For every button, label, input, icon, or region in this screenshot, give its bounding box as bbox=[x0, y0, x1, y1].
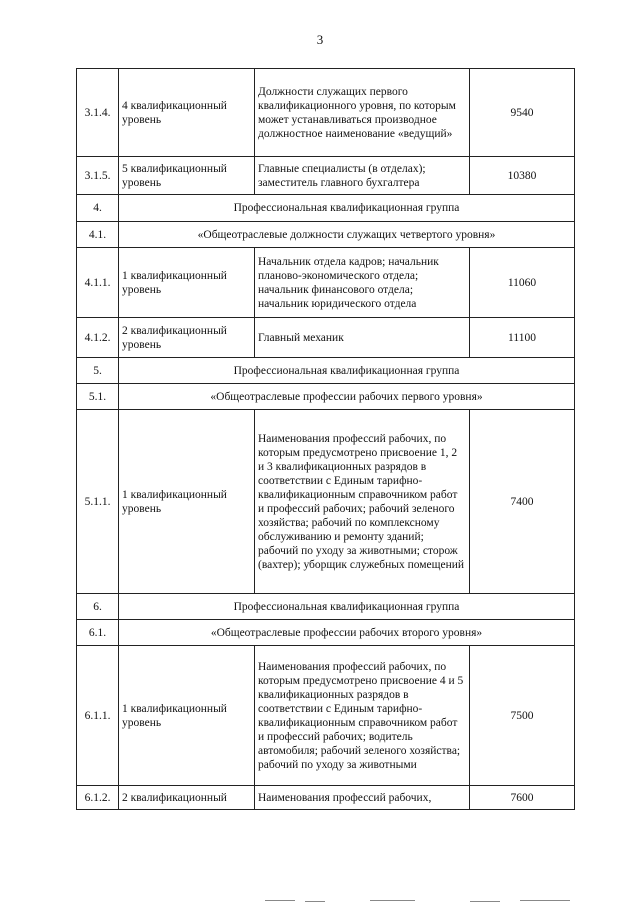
salary-value: 7500 bbox=[470, 646, 575, 786]
salary-value: 7600 bbox=[470, 786, 575, 810]
table-row bbox=[77, 646, 575, 786]
position-description: Наименования профессий рабочих, bbox=[255, 786, 470, 810]
table-row bbox=[77, 69, 575, 157]
group-row bbox=[77, 384, 575, 410]
row-number: 5.1.1. bbox=[77, 410, 119, 594]
group-title: «Общеотраслевые профессии рабочих второго уровня» bbox=[119, 620, 575, 646]
group-number: 6.1. bbox=[77, 620, 119, 646]
page-number: 3 bbox=[316, 32, 324, 47]
qualification-table bbox=[76, 68, 575, 810]
group-number: 5.1. bbox=[77, 384, 119, 410]
table-row bbox=[77, 157, 575, 195]
position-description: Наименования профессий рабочих, по которым предусмотрено присвоение 4 и 5 квалификационных разрядов в соответствии с Единым тарифно-квалификационным справочником работ и профессий рабочих; водитель автомобиля; рабочий зеленого хозяйства; рабочий по уходу за животными bbox=[255, 646, 470, 786]
group-title: «Общеотраслевые должности служащих четвертого уровня» bbox=[119, 222, 575, 248]
table-row bbox=[77, 248, 575, 318]
group-title: Профессиональная квалификационная группа bbox=[119, 594, 575, 620]
scan-artifact-line bbox=[370, 900, 415, 901]
group-number: 5. bbox=[77, 358, 119, 384]
qualification-level: 5 квалификационный уровень bbox=[119, 157, 255, 195]
scan-artifact-line bbox=[305, 901, 325, 902]
salary-value: 11100 bbox=[470, 318, 575, 358]
row-number: 6.1.1. bbox=[77, 646, 119, 786]
position-description: Главные специалисты (в отделах); заместитель главного бухгалтера bbox=[255, 157, 470, 195]
qualification-level: 1 квалификационный уровень bbox=[119, 646, 255, 786]
qualification-level: 1 квалификационный уровень bbox=[119, 410, 255, 594]
salary-value: 9540 bbox=[470, 69, 575, 157]
group-row bbox=[77, 358, 575, 384]
group-row bbox=[77, 222, 575, 248]
position-description: Главный механик bbox=[255, 318, 470, 358]
group-number: 6. bbox=[77, 594, 119, 620]
group-row bbox=[77, 195, 575, 222]
group-title: Профессиональная квалификационная группа bbox=[119, 358, 575, 384]
group-number: 4.1. bbox=[77, 222, 119, 248]
salary-value: 10380 bbox=[470, 157, 575, 195]
table-row bbox=[77, 318, 575, 358]
table-row bbox=[77, 410, 575, 594]
group-row bbox=[77, 594, 575, 620]
position-description: Должности служащих первого квалификационного уровня, по которым может устанавливаться производное должностное наименование «ведущий» bbox=[255, 69, 470, 157]
group-title: Профессиональная квалификационная группа bbox=[119, 195, 575, 222]
qualification-level: 2 квалификационный уровень bbox=[119, 318, 255, 358]
scan-artifact-line bbox=[265, 900, 295, 901]
qualification-level: 1 квалификационный уровень bbox=[119, 248, 255, 318]
salary-value: 11060 bbox=[470, 248, 575, 318]
table-row bbox=[77, 786, 575, 810]
group-title: «Общеотраслевые профессии рабочих первого уровня» bbox=[119, 384, 575, 410]
scan-artifact bbox=[0, 888, 640, 905]
row-number: 3.1.4. bbox=[77, 69, 119, 157]
salary-value: 7400 bbox=[470, 410, 575, 594]
qualification-level: 2 квалификационный bbox=[119, 786, 255, 810]
qualification-level: 4 квалификационный уровень bbox=[119, 69, 255, 157]
row-number: 4.1.2. bbox=[77, 318, 119, 358]
group-row bbox=[77, 620, 575, 646]
position-description: Наименования профессий рабочих, по которым предусмотрено присвоение 1, 2 и 3 квалификационных разрядов в соответствии с Единым тарифно-квалификационным справочником работ и профессий рабочих; рабочий зеленого хозяйства; рабочий по комплексному обслуживанию и ремонту зданий; рабочий по уходу за животными; сторож (вахтер); уборщик служебных помещений bbox=[255, 410, 470, 594]
position-description: Начальник отдела кадров; начальник планово-экономического отдела; начальник финансового отдела; начальник юридического отдела bbox=[255, 248, 470, 318]
scan-artifact-line bbox=[470, 901, 500, 902]
row-number: 4.1.1. bbox=[77, 248, 119, 318]
row-number: 3.1.5. bbox=[77, 157, 119, 195]
scan-artifact-line bbox=[520, 900, 570, 901]
group-number: 4. bbox=[77, 195, 119, 222]
row-number: 6.1.2. bbox=[77, 786, 119, 810]
